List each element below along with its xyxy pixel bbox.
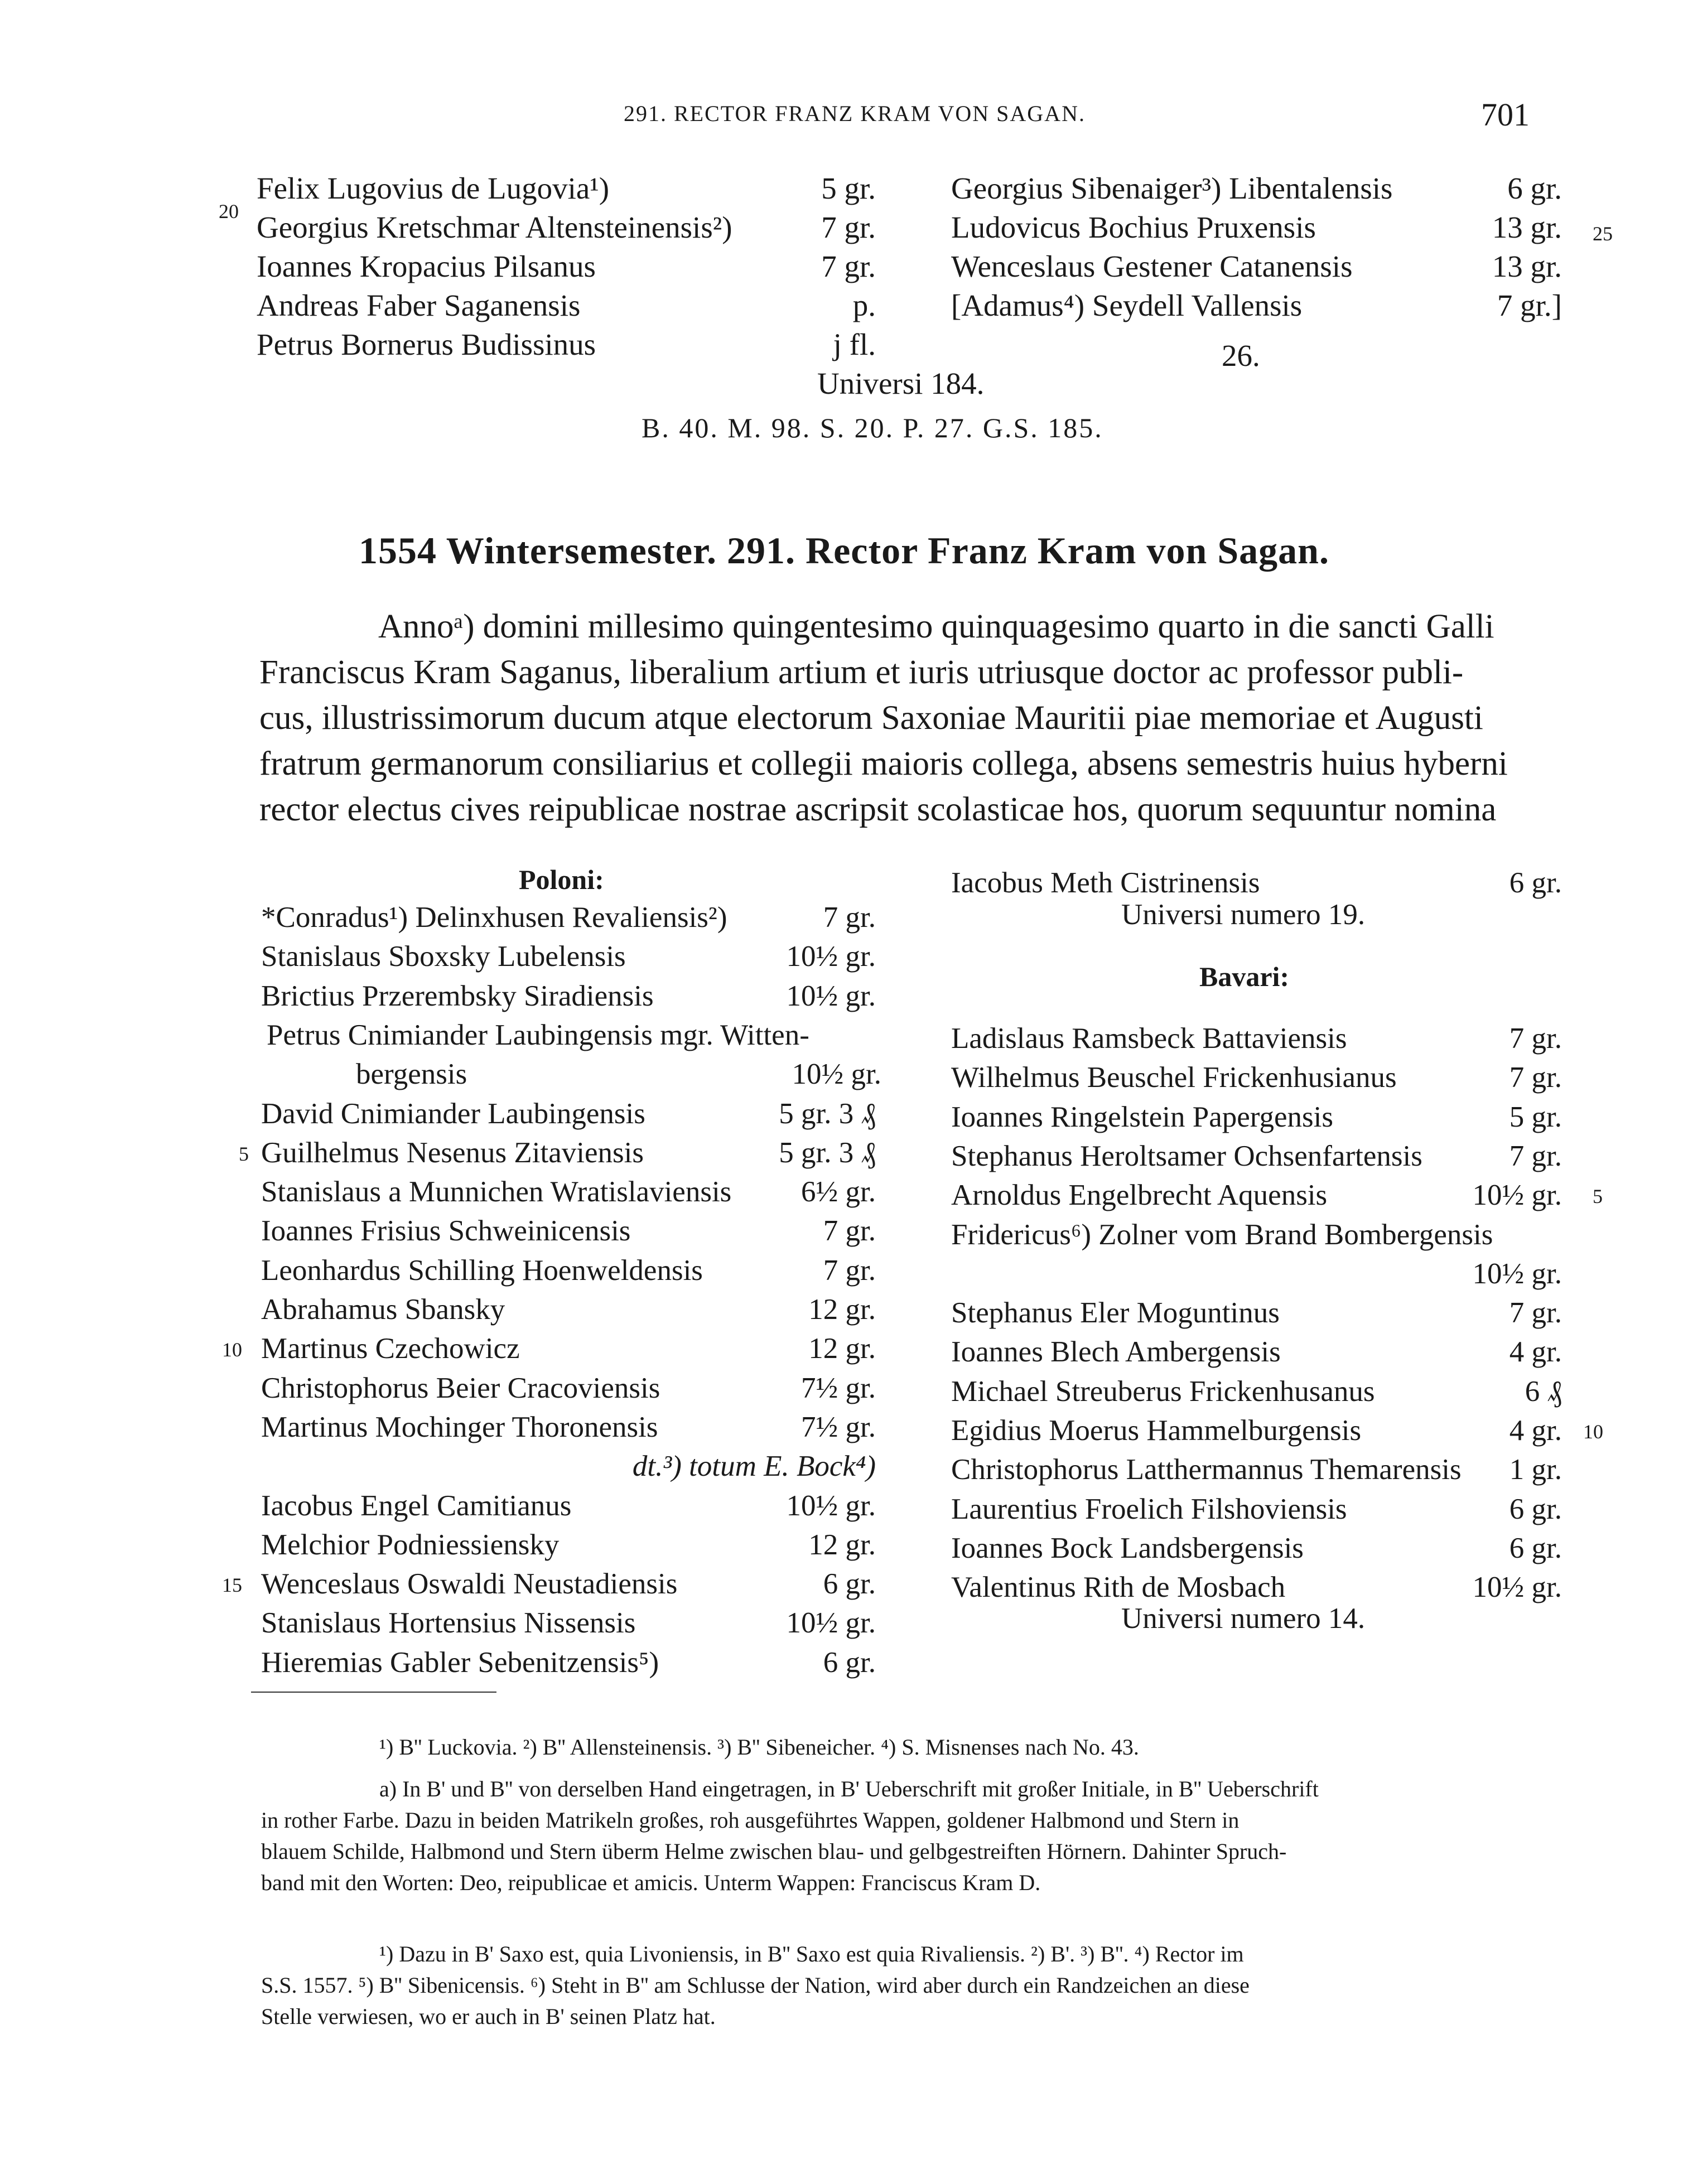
poloni-value: 10½ gr. xyxy=(786,940,876,973)
poloni-row xyxy=(261,1094,876,1133)
poloni-row xyxy=(261,1603,876,1642)
poloni-row xyxy=(261,1564,876,1603)
poloni-value: dt.³) totum E. Bock⁴) xyxy=(632,1450,876,1483)
intro-line: cus, illustrissimorum ducum atque electorum Saxoniae Mauritii piae memoriae et Augusti xyxy=(259,699,1483,737)
bavari-row xyxy=(951,1254,1562,1293)
poloni-row xyxy=(267,1055,881,1094)
poloni-name: Stanislaus a Munnichen Wratislaviensis xyxy=(261,1176,732,1209)
poloni-name: Melchior Podniessiensky xyxy=(261,1528,560,1561)
poloni-row xyxy=(261,1329,876,1368)
bavari-row xyxy=(951,1058,1562,1097)
right-first-row xyxy=(951,863,1562,902)
bavari-value: 6 gr. xyxy=(1509,1531,1562,1564)
top-right-name: Ludovicus Bochius Pruxensis xyxy=(951,210,1316,244)
intro-line: fratrum germanorum consiliarius et collegii maioris collega, absens semestris huius hyberni xyxy=(259,745,1508,782)
bavari-row xyxy=(951,1529,1562,1568)
top-left-name: Georgius Kretschmar Altensteinensis²) xyxy=(257,210,732,244)
top-right-value: 7 gr.] xyxy=(1497,288,1562,322)
bavari-value: 4 gr. xyxy=(1509,1336,1562,1369)
bavari-name: Michael Streuberus Frickenhusanus xyxy=(951,1375,1375,1408)
bavari-row xyxy=(951,1215,1562,1254)
bavari-value: 10½ gr. xyxy=(1472,1179,1562,1212)
poloni-row xyxy=(261,1525,876,1564)
bavari-value: 7 gr. xyxy=(1509,1061,1562,1094)
right-total: 26. xyxy=(1222,339,1260,373)
line-number: 15 xyxy=(222,1574,242,1597)
bavari-value: 1 gr. xyxy=(1509,1453,1562,1486)
poloni-value: 6 gr. xyxy=(823,1646,876,1679)
poloni-name: Stanislaus Sboxsky Lubelensis xyxy=(261,940,626,973)
top-left-name: Felix Lugovius de Lugovia¹) xyxy=(257,171,610,205)
footnote-2-line: ¹) Dazu in B' Saxo est, quia Livoniensis, in B'' Saxo est quia Rivaliensis. ²) B'. ³) B''. ⁴) Rector im xyxy=(379,1941,1244,1966)
top-left-value: 7 gr. xyxy=(821,249,876,283)
line-number: 20 xyxy=(219,200,239,223)
poloni-name: Guilhelmus Nesenus Zitaviensis xyxy=(261,1136,644,1169)
poloni-value: 10½ gr. xyxy=(792,1058,881,1091)
top-left-name: Andreas Faber Saganensis xyxy=(257,288,581,322)
footnote-a-line: blauem Schilde, Halbmond und Stern überm Helme zwischen blau- und gelbgestreiften Hörnern. Dahinter Spruch- xyxy=(261,1839,1287,1864)
poloni-name: Christophorus Beier Cracoviensis xyxy=(261,1371,660,1404)
bavari-name: Stephanus Heroltsamer Ochsenfartensis xyxy=(951,1139,1422,1172)
footnote-rule xyxy=(251,1692,496,1693)
bavari-name: Ioannes Blech Ambergensis xyxy=(951,1336,1281,1369)
bavari-value: 4 gr. xyxy=(1509,1414,1562,1447)
top-left-row xyxy=(257,208,876,247)
bavari-row xyxy=(951,1137,1562,1176)
bavari-name: Laurentius Froelich Filshoviensis xyxy=(951,1492,1347,1525)
poloni-name: Petrus Cnimiander Laubingensis mgr. Witten- xyxy=(267,1018,809,1051)
poloni-name: Wenceslaus Oswaldi Neustadiensis xyxy=(261,1568,678,1601)
footnote-a-line: band mit den Worten: Deo, reipublicae et amicis. Unterm Wappen: Franciscus Kram D. xyxy=(261,1870,1041,1895)
bavari-row xyxy=(951,1293,1562,1332)
poloni-row xyxy=(261,1643,876,1682)
poloni-name: Stanislaus Hortensius Nissensis xyxy=(261,1607,636,1640)
poloni-name: *Conradus¹) Delinxhusen Revaliensis²) xyxy=(261,901,727,934)
poloni-value: 7½ gr. xyxy=(801,1371,876,1404)
universi-14: Universi numero 14. xyxy=(1121,1602,1366,1635)
line-number: 10 xyxy=(222,1339,242,1361)
bavari-value: 7 gr. xyxy=(1509,1297,1562,1330)
line-number: 5 xyxy=(239,1142,249,1165)
poloni-value: 12 gr. xyxy=(808,1332,876,1365)
footnote-2-line: S.S. 1557. ⁵) B'' Sibenicensis. ⁶) Steht in B'' am Schlusse der Nation, wird aber durch ein Randzeichen an diese xyxy=(261,1973,1250,1998)
top-right-name: Wenceslaus Gestener Catanensis xyxy=(951,249,1353,283)
poloni-value: 12 gr. xyxy=(808,1528,876,1561)
intro-line: rector electus cives reipublicae nostrae ascripsit scolasticae hos, quorum sequuntur nomina xyxy=(259,791,1497,828)
right-first-name: Iacobus Meth Cistrinensis xyxy=(951,867,1260,899)
top-right-row xyxy=(951,169,1562,208)
universi-total: Universi 184. xyxy=(817,366,985,400)
top-right-row xyxy=(951,247,1562,286)
top-left-name: Ioannes Kropacius Pilsanus xyxy=(257,249,596,283)
summary-line: B. 40. M. 98. S. 20. P. 27. G.S. 185. xyxy=(642,412,1103,443)
footnote-2-line: Stelle verwiesen, wo er auch in B' seinen Platz hat. xyxy=(261,2004,716,2029)
bavari-name: Ioannes Bock Landsbergensis xyxy=(951,1531,1304,1564)
poloni-value: 5 gr. 3 ₰ xyxy=(779,1136,876,1169)
poloni-name: Hieremias Gabler Sebenitzensis⁵) xyxy=(261,1646,659,1679)
bavari-row xyxy=(951,1176,1562,1215)
bavari-row xyxy=(951,1411,1562,1450)
line-number: 10 xyxy=(1583,1420,1603,1443)
top-left-row xyxy=(257,286,876,325)
bavari-name: Christophorus Latthermannus Themarensis xyxy=(951,1453,1462,1486)
poloni-row xyxy=(261,898,876,937)
line-number: 5 xyxy=(1593,1185,1603,1208)
running-head: 291. RECTOR FRANZ KRAM VON SAGAN. xyxy=(624,101,1086,126)
poloni-row xyxy=(261,1172,876,1211)
top-right-value: 6 gr. xyxy=(1507,171,1562,205)
top-right-row xyxy=(951,286,1562,325)
bavari-name: Arnoldus Engelbrecht Aquensis xyxy=(951,1179,1328,1212)
poloni-row xyxy=(261,1486,876,1525)
poloni-value: 10½ gr. xyxy=(786,1607,876,1640)
top-left-name: Petrus Bornerus Budissinus xyxy=(257,327,596,361)
poloni-row xyxy=(261,937,876,976)
top-left-value: 7 gr. xyxy=(821,210,876,244)
bavari-name: Egidius Moerus Hammelburgensis xyxy=(951,1414,1362,1447)
top-left-row xyxy=(257,247,876,286)
right-first-value: 6 gr. xyxy=(1509,867,1562,899)
bavari-row xyxy=(951,1372,1562,1411)
top-right-name: Georgius Sibenaiger³) Libentalensis xyxy=(951,171,1393,205)
poloni-row xyxy=(261,1408,876,1447)
poloni-value: 7½ gr. xyxy=(801,1410,876,1443)
poloni-name: Martinus Czechowicz xyxy=(261,1332,520,1365)
poloni-value: 6 gr. xyxy=(823,1568,876,1601)
top-right-value: 13 gr. xyxy=(1492,210,1562,244)
poloni-value: 10½ gr. xyxy=(786,1489,876,1522)
bavari-row xyxy=(951,1490,1562,1529)
bavari-value: 5 gr. xyxy=(1509,1100,1562,1133)
poloni-value: 7 gr. xyxy=(823,901,876,934)
poloni-name: Brictius Przerembsky Siradiensis xyxy=(261,979,654,1012)
bavari-value: 7 gr. xyxy=(1509,1022,1562,1055)
poloni-row xyxy=(261,1251,876,1290)
poloni-value: 7 gr. xyxy=(823,1215,876,1248)
bavari-value: 7 gr. xyxy=(1509,1139,1562,1172)
universi-19: Universi numero 19. xyxy=(1121,898,1366,931)
top-left-value: p. xyxy=(852,288,876,322)
top-right-name: [Adamus⁴) Seydell Vallensis xyxy=(951,288,1303,322)
intro-line: Annoᵃ) domini millesimo quingentesimo quinquagesimo quarto in die sancti Galli xyxy=(378,608,1494,645)
top-left-row xyxy=(257,325,876,364)
bavari-name: Ioannes Ringelstein Papergensis xyxy=(951,1100,1333,1133)
poloni-value: 7 gr. xyxy=(823,1254,876,1287)
top-right-value: 13 gr. xyxy=(1492,249,1562,283)
poloni-row xyxy=(267,1016,881,1055)
poloni-title: Poloni: xyxy=(519,864,604,895)
poloni-row xyxy=(261,977,876,1016)
poloni-name: Iacobus Engel Camitianus xyxy=(261,1489,572,1522)
poloni-value: 10½ gr. xyxy=(786,979,876,1012)
bavari-name: Fridericus⁶) Zolner vom Brand Bombergensis xyxy=(951,1218,1493,1251)
bavari-row xyxy=(951,1332,1562,1371)
poloni-row xyxy=(261,1447,876,1486)
bavari-row xyxy=(951,1450,1562,1489)
footnote-a-line: in rother Farbe. Dazu in beiden Matrikeln großes, roh ausgeführtes Wappen, goldener Halbmond und Stern in xyxy=(261,1808,1240,1833)
poloni-name: Martinus Mochinger Thoronensis xyxy=(261,1410,658,1443)
bavari-name: Valentinus Rith de Mosbach xyxy=(951,1571,1286,1604)
poloni-row xyxy=(261,1133,876,1172)
bavari-value: 6 gr. xyxy=(1509,1492,1562,1525)
bavari-value: 6 ₰ xyxy=(1525,1375,1562,1408)
poloni-row xyxy=(261,1369,876,1408)
bavari-value: 10½ gr. xyxy=(1472,1257,1562,1290)
bavari-name: Ladislaus Ramsbeck Battaviensis xyxy=(951,1022,1347,1055)
bavari-row xyxy=(951,1568,1562,1607)
poloni-name: Ioannes Frisius Schweinicensis xyxy=(261,1215,631,1248)
bavari-row xyxy=(951,1098,1562,1137)
poloni-value: 12 gr. xyxy=(808,1293,876,1326)
footnotes-1: ¹) B'' Luckovia. ²) B'' Allensteinensis. ³) B'' Sibeneicher. ⁴) S. Misnenses nach No. 43. xyxy=(379,1734,1139,1760)
bavari-name: Stephanus Eler Moguntinus xyxy=(951,1297,1280,1330)
poloni-name: bergensis xyxy=(356,1058,467,1091)
poloni-name: David Cnimiander Laubingensis xyxy=(261,1097,645,1130)
poloni-row xyxy=(261,1211,876,1250)
bavari-row xyxy=(951,1019,1562,1058)
page-number: 701 xyxy=(1481,96,1530,133)
bavari-title: Bavari: xyxy=(1199,961,1290,992)
intro-line: Franciscus Kram Saganus, liberalium artium et iuris utriusque doctor ac professor publi- xyxy=(259,654,1464,691)
top-right-row xyxy=(951,208,1562,247)
poloni-row xyxy=(261,1290,876,1329)
top-left-value: 5 gr. xyxy=(821,171,876,205)
bavari-value: 10½ gr. xyxy=(1472,1571,1562,1604)
top-left-value: j fl. xyxy=(833,327,876,361)
poloni-value: 6½ gr. xyxy=(801,1176,876,1209)
line-number: 25 xyxy=(1593,223,1613,245)
poloni-value: 5 gr. 3 ₰ xyxy=(779,1097,876,1130)
section-heading: 1554 Wintersemester. 291. Rector Franz Kram von Sagan. xyxy=(359,529,1329,572)
poloni-name: Abrahamus Sbansky xyxy=(261,1293,505,1326)
footnote-a-line: a) In B' und B'' von derselben Hand eingetragen, in B' Ueberschrift mit großer Initiale, in B'' Ueberschrift xyxy=(379,1776,1319,1801)
poloni-name: Leonhardus Schilling Hoenweldensis xyxy=(261,1254,703,1287)
bavari-name: Wilhelmus Beuschel Frickenhusianus xyxy=(951,1061,1397,1094)
top-left-row xyxy=(257,169,876,208)
